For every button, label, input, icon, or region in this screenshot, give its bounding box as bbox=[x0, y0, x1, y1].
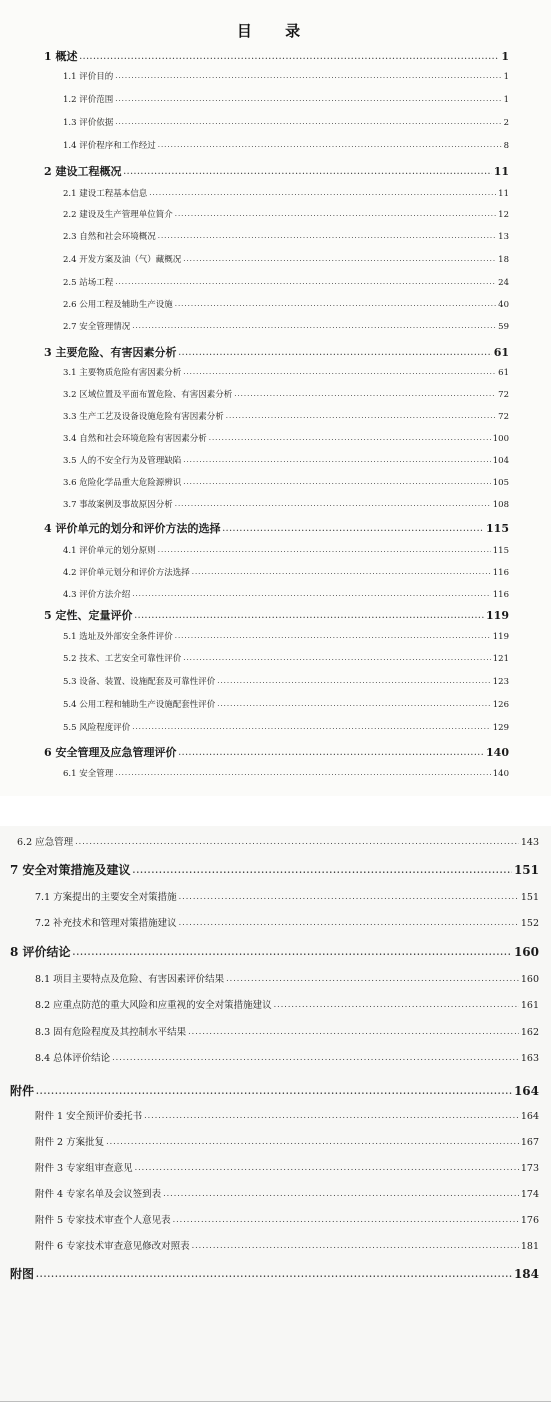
toc-dot-leader bbox=[149, 189, 496, 197]
toc-subsection-entry[interactable] bbox=[63, 70, 509, 82]
toc-dot-leader bbox=[209, 434, 491, 442]
toc-dot-leader bbox=[226, 974, 519, 983]
toc-section-entry[interactable] bbox=[10, 861, 539, 878]
toc-subsection-entry[interactable] bbox=[35, 1024, 539, 1038]
toc-entry-page-number: 140 bbox=[492, 769, 509, 779]
toc-entry-page-number: 115 bbox=[486, 522, 509, 535]
toc-section-entry[interactable] bbox=[10, 1265, 539, 1282]
toc-dot-leader bbox=[115, 95, 501, 103]
toc-entry-label: 2.1 建设工程基本信息 bbox=[63, 189, 148, 199]
toc-subsection-entry[interactable] bbox=[35, 997, 539, 1011]
toc-subsection-entry[interactable] bbox=[17, 834, 539, 848]
toc-dot-leader bbox=[135, 1163, 519, 1172]
toc-entry-label: 2.3 自然和社会环境概况 bbox=[63, 232, 156, 242]
toc-dot-leader bbox=[217, 677, 491, 685]
toc-entry-page-number: 167 bbox=[520, 1137, 539, 1148]
toc-entry-page-number: 1 bbox=[503, 95, 509, 105]
toc-entry-page-number: 8 bbox=[503, 141, 509, 151]
toc-entry-label: 3.5 人的不安全行为及管理缺陷 bbox=[63, 456, 182, 466]
toc-dot-leader bbox=[217, 700, 491, 708]
toc-entry-label: 附件 bbox=[10, 1084, 35, 1098]
toc-entry-label: 7 安全对策措施及建议 bbox=[10, 863, 131, 877]
toc-entry-label: 3.2 区域位置及平面布置危险、有害因素分析 bbox=[63, 390, 233, 400]
toc-dot-leader bbox=[134, 611, 484, 620]
toc-dot-leader bbox=[234, 390, 496, 398]
toc-dot-leader bbox=[178, 748, 484, 757]
toc-subsection-entry[interactable] bbox=[63, 566, 509, 578]
toc-subsection-entry[interactable] bbox=[35, 915, 539, 929]
toc-entry-page-number: 116 bbox=[492, 568, 509, 578]
toc-subsection-entry[interactable] bbox=[63, 410, 509, 422]
toc-dot-leader bbox=[179, 892, 519, 901]
toc-entry-page-number: 72 bbox=[498, 390, 509, 400]
toc-entry-page-number: 40 bbox=[498, 300, 509, 310]
toc-dot-leader bbox=[132, 723, 491, 731]
toc-dot-leader bbox=[178, 348, 491, 357]
toc-dot-leader bbox=[188, 1027, 519, 1036]
toc-subsection-entry[interactable] bbox=[63, 675, 509, 687]
toc-dot-leader bbox=[226, 412, 496, 420]
toc-entry-page-number: 105 bbox=[492, 478, 509, 488]
toc-entry-page-number: 61 bbox=[498, 368, 509, 378]
toc-dot-leader bbox=[144, 1111, 519, 1120]
toc-dot-leader bbox=[183, 255, 496, 263]
toc-entry-label: 7.2 补充技术和管理对策措施建议 bbox=[35, 918, 177, 929]
toc-subsection-entry[interactable] bbox=[35, 1108, 539, 1122]
toc-section-entry[interactable] bbox=[44, 48, 509, 64]
toc-dot-leader bbox=[115, 769, 491, 777]
toc-entry-page-number: 160 bbox=[520, 974, 539, 985]
toc-entry-page-number: 72 bbox=[498, 412, 509, 422]
toc-dot-leader bbox=[183, 478, 491, 486]
toc-subsection-entry[interactable] bbox=[63, 630, 509, 642]
toc-entry-label: 1.2 评价范围 bbox=[63, 95, 114, 105]
toc-entry-page-number: 59 bbox=[498, 322, 509, 332]
toc-entry-label: 8.2 应重点防范的重大风险和应重视的安全对策措施建议 bbox=[35, 1000, 272, 1011]
toc-entry-label: 5.3 设备、装置、设施配套及可靠性评价 bbox=[63, 677, 216, 687]
toc-section-entry[interactable] bbox=[44, 163, 509, 179]
toc-entry-page-number: 1 bbox=[501, 50, 509, 63]
toc-dot-leader bbox=[132, 590, 491, 598]
toc-entry-label: 8.4 总体评价结论 bbox=[35, 1053, 111, 1064]
toc-entry-label: 附图 bbox=[10, 1267, 35, 1281]
toc-dot-leader bbox=[192, 1241, 519, 1250]
toc-dot-leader bbox=[158, 141, 502, 149]
toc-subsection-entry[interactable] bbox=[63, 721, 509, 733]
toc-entry-label: 2.6 公用工程及辅助生产设施 bbox=[63, 300, 173, 310]
toc-entry-label: 6.1 安全管理 bbox=[63, 769, 114, 779]
toc-entry-label: 5.4 公用工程和辅助生产设施配套性评价 bbox=[63, 700, 216, 710]
toc-entry-page-number: 164 bbox=[520, 1111, 539, 1122]
toc-entry-label: 5 定性、定量评价 bbox=[44, 609, 133, 622]
toc-entry-label: 2.4 开发方案及油（气）藏概况 bbox=[63, 255, 182, 265]
toc-entry-label: 2.5 站场工程 bbox=[63, 278, 114, 288]
toc-entry-label: 附件 2 方案批复 bbox=[35, 1137, 105, 1148]
toc-dot-leader bbox=[112, 1053, 519, 1062]
toc-subsection-entry[interactable] bbox=[63, 139, 509, 151]
toc-section-entry[interactable] bbox=[10, 943, 539, 960]
toc-subsection-entry[interactable] bbox=[63, 116, 509, 128]
toc-dot-leader bbox=[115, 72, 501, 80]
toc-entry-label: 附件 3 专家组审查意见 bbox=[35, 1163, 133, 1174]
toc-entry-page-number: 184 bbox=[513, 1267, 539, 1281]
toc-dot-leader bbox=[274, 1000, 519, 1009]
toc-dot-leader bbox=[36, 1086, 512, 1096]
toc-dot-leader bbox=[175, 632, 491, 640]
toc-dot-leader bbox=[179, 918, 519, 927]
toc-subsection-entry[interactable] bbox=[63, 320, 509, 332]
toc-entry-page-number: 164 bbox=[513, 1084, 539, 1098]
toc-subsection-entry[interactable] bbox=[63, 230, 509, 242]
toc-entry-page-number: 18 bbox=[498, 255, 509, 265]
toc-entry-page-number: 24 bbox=[498, 278, 509, 288]
toc-entry-page-number: 129 bbox=[492, 723, 509, 733]
toc-subsection-entry[interactable] bbox=[35, 1134, 539, 1148]
toc-entry-label: 6.2 应急管理 bbox=[17, 837, 74, 848]
toc-subsection-entry[interactable] bbox=[35, 1238, 539, 1252]
toc-entry-page-number: 119 bbox=[492, 632, 509, 642]
toc-subsection-entry[interactable] bbox=[63, 476, 509, 488]
toc-subsection-entry[interactable] bbox=[35, 1050, 539, 1064]
toc-subsection-entry[interactable] bbox=[35, 1160, 539, 1174]
toc-entry-page-number: 126 bbox=[492, 700, 509, 710]
toc-entry-label: 7.1 方案提出的主要安全对策措施 bbox=[35, 892, 177, 903]
toc-dot-leader bbox=[222, 524, 484, 533]
toc-entry-label: 3.6 危险化学品重大危险源辨识 bbox=[63, 478, 182, 488]
toc-dot-leader bbox=[192, 568, 491, 576]
toc-page-2 bbox=[0, 826, 551, 1402]
toc-entry-label: 6 安全管理及应急管理评价 bbox=[44, 746, 177, 759]
toc-entry-label: 4 评价单元的划分和评价方法的选择 bbox=[44, 522, 221, 535]
toc-dot-leader bbox=[106, 1137, 519, 1146]
toc-dot-leader bbox=[175, 300, 496, 308]
toc-section-entry[interactable] bbox=[44, 520, 509, 536]
toc-dot-leader bbox=[158, 232, 496, 240]
toc-entry-label: 5.2 技术、工艺安全可靠性评价 bbox=[63, 654, 182, 664]
toc-entry-label: 8.1 项目主要特点及危险、有害因素评价结果 bbox=[35, 974, 225, 985]
toc-entry-page-number: 173 bbox=[520, 1163, 539, 1174]
toc-entry-page-number: 160 bbox=[513, 945, 539, 959]
toc-entry-page-number: 161 bbox=[520, 1000, 539, 1011]
toc-subsection-entry[interactable] bbox=[63, 588, 509, 600]
toc-subsection-entry[interactable] bbox=[35, 1186, 539, 1200]
toc-subsection-entry[interactable] bbox=[63, 652, 509, 664]
toc-entry-page-number: 104 bbox=[492, 456, 509, 466]
toc-subsection-entry[interactable] bbox=[63, 298, 509, 310]
toc-entry-page-number: 163 bbox=[520, 1053, 539, 1064]
toc-subsection-entry[interactable] bbox=[63, 366, 509, 378]
toc-subsection-entry[interactable] bbox=[63, 544, 509, 556]
toc-entry-label: 4.1 评价单元的划分原则 bbox=[63, 546, 156, 556]
toc-entry-label: 3.7 事故案例及事故原因分析 bbox=[63, 500, 173, 510]
toc-subsection-entry[interactable] bbox=[35, 971, 539, 985]
toc-entry-page-number: 12 bbox=[498, 210, 509, 220]
toc-subsection-entry[interactable] bbox=[63, 276, 509, 288]
toc-entry-page-number: 11 bbox=[493, 165, 509, 178]
toc-section-entry[interactable] bbox=[10, 1082, 539, 1099]
toc-entry-label: 2.7 安全管理情况 bbox=[63, 322, 131, 332]
toc-dot-leader bbox=[133, 865, 512, 875]
toc-subsection-entry[interactable] bbox=[63, 388, 509, 400]
toc-dot-leader bbox=[183, 456, 491, 464]
toc-subsection-entry[interactable] bbox=[63, 432, 509, 444]
toc-subsection-entry[interactable] bbox=[63, 187, 509, 199]
toc-entry-label: 4.2 评价单元划分和评价方法选择 bbox=[63, 568, 190, 578]
toc-subsection-entry[interactable] bbox=[35, 889, 539, 903]
toc-entry-page-number: 116 bbox=[492, 590, 509, 600]
toc-entry-page-number: 119 bbox=[486, 609, 509, 622]
toc-section-entry[interactable] bbox=[44, 344, 509, 360]
toc-entry-page-number: 115 bbox=[492, 546, 509, 556]
toc-entry-page-number: 140 bbox=[486, 746, 509, 759]
toc-entry-page-number: 108 bbox=[492, 500, 509, 510]
toc-dot-leader bbox=[183, 654, 491, 662]
toc-entry-label: 附件 5 专家技术审查个人意见表 bbox=[35, 1215, 171, 1226]
toc-entry-label: 1.3 评价依据 bbox=[63, 118, 114, 128]
toc-entry-label: 附件 1 安全预评价委托书 bbox=[35, 1111, 143, 1122]
toc-entry-page-number: 181 bbox=[520, 1241, 539, 1252]
toc-entry-page-number: 123 bbox=[492, 677, 509, 687]
toc-dot-leader bbox=[79, 52, 499, 61]
toc-entry-page-number: 61 bbox=[493, 346, 509, 359]
toc-subsection-entry[interactable] bbox=[63, 454, 509, 466]
toc-dot-leader bbox=[75, 837, 519, 846]
toc-dot-leader bbox=[175, 500, 491, 508]
toc-entry-label: 3.1 主要物质危险有害因素分析 bbox=[63, 368, 182, 378]
toc-entry-label: 8 评价结论 bbox=[10, 945, 71, 959]
toc-subsection-entry[interactable] bbox=[63, 698, 509, 710]
toc-entry-label: 附件 4 专家名单及会议签到表 bbox=[35, 1189, 162, 1200]
toc-entry-page-number: 11 bbox=[498, 189, 509, 199]
toc-entry-label: 4.3 评价方法介绍 bbox=[63, 590, 131, 600]
toc-dot-leader bbox=[115, 278, 496, 286]
toc-entry-label: 3 主要危险、有害因素分析 bbox=[44, 346, 177, 359]
toc-entry-page-number: 174 bbox=[520, 1189, 539, 1200]
toc-subsection-entry[interactable] bbox=[35, 1212, 539, 1226]
toc-dot-leader bbox=[183, 368, 496, 376]
toc-subsection-entry[interactable] bbox=[63, 93, 509, 105]
toc-entry-page-number: 121 bbox=[492, 654, 509, 664]
toc-dot-leader bbox=[115, 118, 501, 126]
toc-dot-leader bbox=[175, 210, 496, 218]
toc-entry-label: 1.4 评价程序和工作经过 bbox=[63, 141, 156, 151]
toc-dot-leader bbox=[173, 1215, 519, 1224]
toc-entry-page-number: 13 bbox=[498, 232, 509, 242]
toc-dot-leader bbox=[158, 546, 491, 554]
toc-section-entry[interactable] bbox=[44, 744, 509, 760]
toc-entry-page-number: 151 bbox=[520, 892, 539, 903]
toc-entry-label: 2 建设工程概况 bbox=[44, 165, 122, 178]
toc-entry-label: 8.3 固有危险程度及其控制水平结果 bbox=[35, 1027, 187, 1038]
toc-entry-label: 5.1 选址及外部安全条件评价 bbox=[63, 632, 173, 642]
toc-dot-leader bbox=[73, 947, 512, 957]
toc-entry-label: 2.2 建设及生产管理单位简介 bbox=[63, 210, 173, 220]
toc-entry-label: 1 概述 bbox=[44, 50, 78, 63]
toc-entry-page-number: 2 bbox=[503, 118, 509, 128]
toc-dot-leader bbox=[132, 322, 496, 330]
toc-entry-page-number: 1 bbox=[503, 72, 509, 82]
toc-dot-leader bbox=[163, 1189, 519, 1198]
toc-entry-page-number: 151 bbox=[513, 863, 539, 877]
toc-entry-page-number: 162 bbox=[520, 1027, 539, 1038]
toc-entry-label: 3.3 生产工艺及设备设施危险有害因素分析 bbox=[63, 412, 224, 422]
toc-title: 目 录 bbox=[236, 22, 315, 40]
toc-entry-page-number: 100 bbox=[492, 434, 509, 444]
toc-entry-page-number: 176 bbox=[520, 1215, 539, 1226]
toc-subsection-entry[interactable] bbox=[63, 253, 509, 265]
toc-entry-page-number: 152 bbox=[520, 918, 539, 929]
toc-subsection-entry[interactable] bbox=[63, 498, 509, 510]
toc-entry-label: 附件 6 专家技术审查意见修改对照表 bbox=[35, 1241, 190, 1252]
toc-dot-leader bbox=[36, 1269, 512, 1279]
toc-section-entry[interactable] bbox=[44, 607, 509, 623]
toc-subsection-entry[interactable] bbox=[63, 767, 509, 779]
toc-entry-page-number: 143 bbox=[520, 837, 539, 848]
toc-entry-label: 3.4 自然和社会环境危险有害因素分析 bbox=[63, 434, 207, 444]
toc-subsection-entry[interactable] bbox=[63, 208, 509, 220]
toc-entry-label: 1.1 评价目的 bbox=[63, 72, 114, 82]
toc-dot-leader bbox=[123, 167, 491, 176]
toc-entry-label: 5.5 风险程度评价 bbox=[63, 723, 131, 733]
